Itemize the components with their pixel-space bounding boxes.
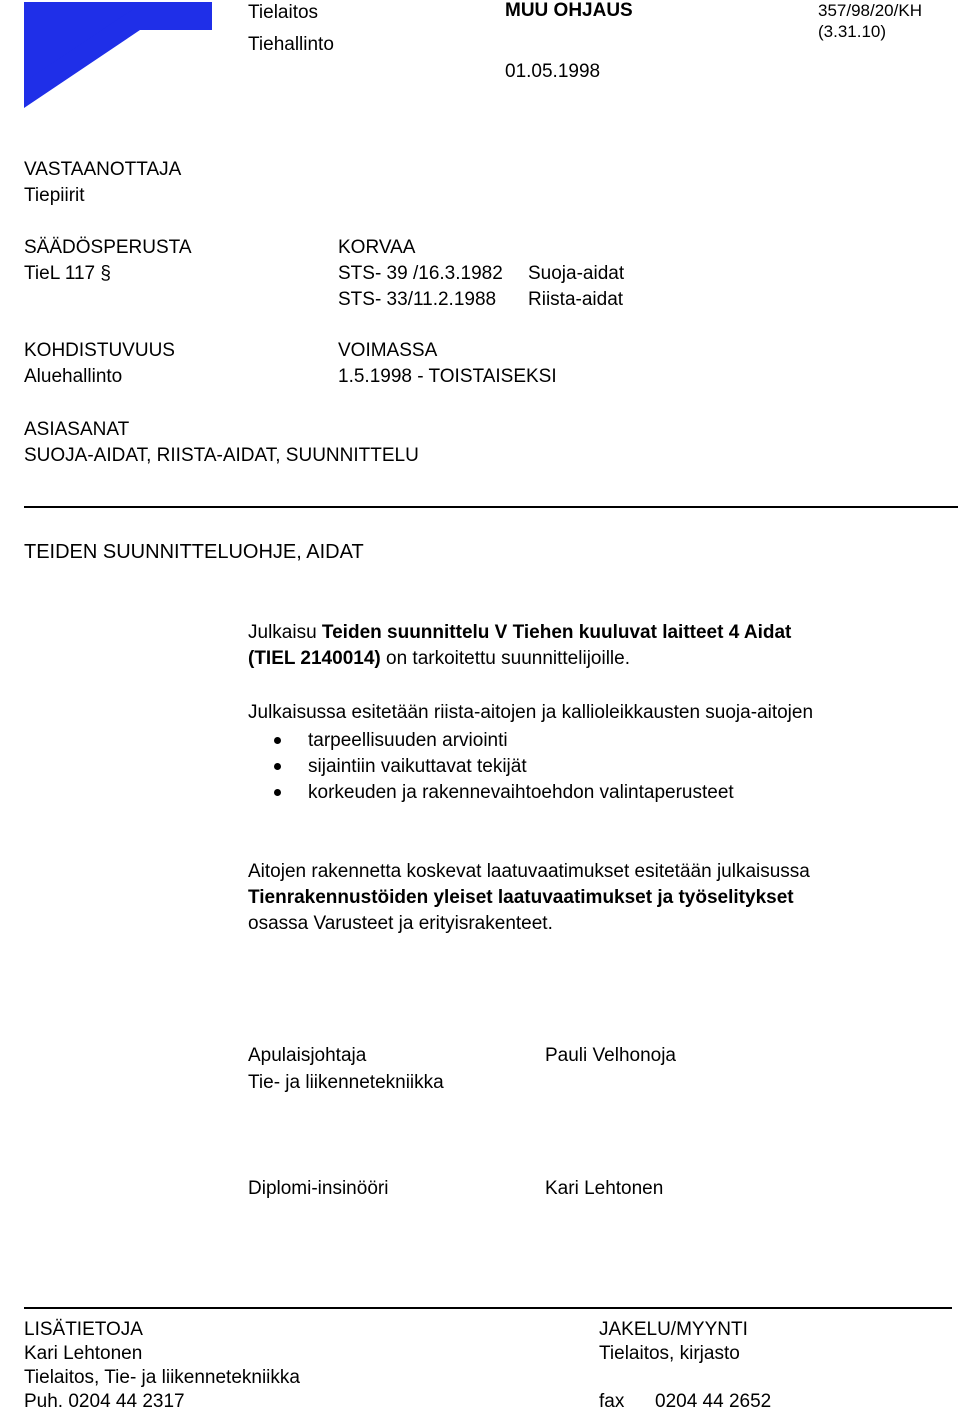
p1-suffix: on tarkoitettu suunnittelijoille. <box>380 648 630 669</box>
replaces-label: KORVAA <box>338 237 416 258</box>
list-item: tarpeellisuuden arviointi <box>270 728 734 754</box>
replaces-title-2: Riista-aidat <box>528 289 624 310</box>
info-label: LISÄTIETOJA <box>24 1319 143 1340</box>
validity-value: 1.5.1998 - TOISTAISEKSI <box>338 366 557 387</box>
p1-publication-code: (TIEL 2140014) <box>248 648 381 669</box>
header-org1: Tielaitos <box>248 2 319 23</box>
info-phone: Puh. 0204 44 2317 <box>24 1391 185 1412</box>
info-name: Kari Lehtonen <box>24 1343 143 1364</box>
bullet-icon <box>274 763 281 770</box>
signature-2-name: Kari Lehtonen <box>545 1178 664 1199</box>
basis-value: TieL 117 § <box>24 263 111 284</box>
keywords-value: SUOJA-AIDAT, RIISTA-AIDAT, SUUNNITTELU <box>24 445 419 466</box>
paragraph-1-line-2 <box>248 646 630 672</box>
bullet-list <box>270 728 734 806</box>
signature-1-name: Pauli Velhonoja <box>545 1045 676 1066</box>
paragraph-3-line-3: osassa Varusteet ja erityisrakenteet. <box>248 913 553 934</box>
validity-label: VOIMASSA <box>338 340 438 361</box>
distribution-fax: 0204 44 2652 <box>655 1391 772 1412</box>
target-label: KOHDISTUVUUS <box>24 340 175 361</box>
list-item: korkeuden ja rakennevaihtoehdon valintaperusteet <box>270 780 734 806</box>
header-org2: Tiehallinto <box>248 34 334 55</box>
header-doc-type: MUU OHJAUS <box>505 0 633 21</box>
header-date: 01.05.1998 <box>505 61 601 82</box>
info-unit: Tielaitos, Tie- ja liikennetekniikka <box>24 1367 300 1388</box>
signature-1-unit: Tie- ja liikennetekniikka <box>248 1072 444 1093</box>
recipient-label: VASTAANOTTAJA <box>24 159 182 180</box>
paragraph-2-intro: Julkaisussa esitetään riista-aitojen ja kallioleikkausten suoja-aitojen <box>248 702 814 723</box>
keywords-label: ASIASANAT <box>24 419 130 440</box>
p1-prefix: Julkaisu <box>248 622 322 643</box>
replaces-title-1: Suoja-aidat <box>528 263 625 284</box>
bullet-icon <box>274 789 281 796</box>
bullet-icon <box>274 737 281 744</box>
footer-rule <box>24 1307 952 1309</box>
signature-1-title: Apulaisjohtaja <box>248 1045 367 1066</box>
basis-label: SÄÄDÖSPERUSTA <box>24 237 192 258</box>
header-ref1: 357/98/20/KH <box>818 1 922 20</box>
p1-publication-title: Teiden suunnittelu V Tiehen kuuluvat laitteet 4 Aidat <box>321 622 792 643</box>
replaces-code-2: STS- 33/11.2.1988 <box>338 289 497 310</box>
distribution-label: JAKELU/MYYNTI <box>599 1319 748 1340</box>
top-rule <box>24 506 958 508</box>
list-item: sijaintiin vaikuttavat tekijät <box>270 754 734 780</box>
paragraph-3-line-1: Aitojen rakennetta koskevat laatuvaatimukset esitetään julkaisussa <box>248 861 810 882</box>
paragraph-1-line-1 <box>248 620 791 646</box>
header-ref2: (3.31.10) <box>818 22 887 41</box>
replaces-code-1: STS- 39 /16.3.1982 <box>338 263 503 284</box>
document-title: TEIDEN SUUNNITTELUOHJE, AIDAT <box>24 541 364 563</box>
distribution-org: Tielaitos, kirjasto <box>599 1343 740 1364</box>
distribution-fax-label: fax <box>599 1391 625 1412</box>
signature-2-title: Diplomi-insinööri <box>248 1178 389 1199</box>
target-value: Aluehallinto <box>24 366 123 387</box>
tielaitos-logo <box>24 2 214 110</box>
recipient-value: Tiepiirit <box>24 185 85 206</box>
paragraph-3-publication: Tienrakennustöiden yleiset laatuvaatimukset ja työselitykset <box>248 887 794 908</box>
